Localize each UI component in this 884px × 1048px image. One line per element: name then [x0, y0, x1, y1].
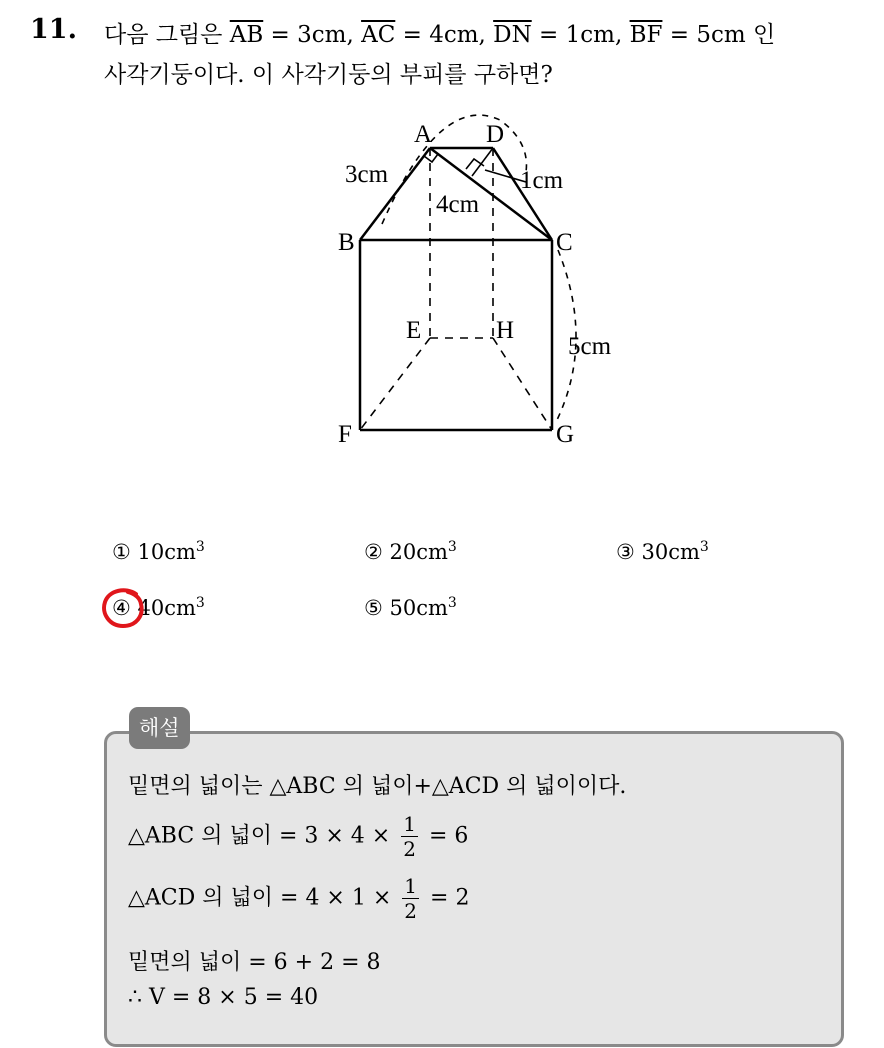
edge-ef-hidden [360, 338, 430, 430]
choice-5-exponent: 3 [447, 595, 457, 611]
vertex-g: G [556, 421, 575, 448]
label-5cm: 5cm [568, 333, 612, 360]
solution-line-3-right: = 2 [430, 885, 470, 911]
fraction-half-2 [402, 874, 419, 923]
vertex-c: C [556, 229, 573, 256]
label-3cm: 3cm [345, 161, 389, 188]
question-line-2: 사각기둥이다. 이 사각기둥의 부피를 구하면? [104, 62, 553, 88]
solution-line-5: ∴ V = 8 × 5 = 40 [128, 985, 319, 1010]
vertex-a: A [414, 121, 433, 148]
solution-line-2-right: = 6 [428, 823, 469, 849]
choice-3-number: ③ [616, 540, 635, 564]
choice-5-number: ⑤ [364, 596, 383, 620]
segment-dn: $\overline{DN}$ [493, 22, 532, 48]
segment-bf: $\overline{BF}$ [629, 22, 663, 48]
solution-line-3-left: △ACD 의 넓이 = 4 × 1 × [128, 885, 392, 911]
choice-2-number: ② [364, 540, 383, 564]
edge-hg-hidden [493, 338, 552, 430]
vertex-b: B [338, 229, 355, 256]
segment-ac-value: = 4cm, [402, 22, 486, 48]
segment-bf-value: = 5cm 인 [669, 22, 776, 48]
question-intro: 다음 그림은 [104, 22, 223, 48]
solution-line-2-left: △ABC 의 넓이 = 3 × 4 × [128, 823, 391, 849]
vertex-h: H [496, 317, 515, 344]
choice-2-exponent: 3 [447, 539, 457, 555]
choice-2-value: 20cm [389, 540, 448, 564]
choice-4-exponent: 3 [195, 595, 205, 611]
vertex-f: F [338, 421, 352, 448]
solution-tag: 해설 [129, 707, 190, 749]
segment-dn-value: = 1cm, [539, 22, 623, 48]
fraction-numerator: 1 [403, 812, 416, 836]
solution-line-2 [128, 812, 468, 861]
prism-figure [290, 112, 650, 462]
fraction-denominator: 2 [404, 899, 418, 923]
question-line-1 [104, 16, 775, 49]
fraction-half-1 [401, 812, 418, 861]
right-angle-a [424, 154, 438, 162]
right-angle-n [466, 159, 484, 169]
vertex-e: E [406, 317, 422, 344]
answer-mark-circle [100, 586, 146, 630]
answer-mark-stroke [104, 590, 142, 626]
choice-1-exponent: 3 [195, 539, 205, 555]
segment-ab-value: = 3cm, [270, 22, 354, 48]
choice-4-number: ④ [112, 596, 131, 620]
prism-diagram [290, 112, 650, 462]
fraction-denominator: 2 [403, 837, 416, 861]
choice-1-value: 10cm [137, 540, 196, 564]
choice-4-value: 40cm [137, 596, 196, 620]
choice-2[interactable] [364, 539, 457, 564]
solution-line-1: 밑면의 넓이는 △ABC 의 넓이+△ACD 의 넓이이다. [128, 774, 627, 799]
choice-1-number: ① [112, 540, 131, 564]
segment-ac: $\overline{AC}$ [361, 22, 396, 48]
label-1cm: 1cm [520, 167, 564, 194]
choice-3-exponent: 3 [699, 539, 709, 555]
solution-line-3 [128, 874, 469, 923]
edge-dc [493, 148, 552, 240]
label-4cm: 4cm [436, 191, 480, 218]
choice-1[interactable] [112, 539, 205, 564]
choice-3-value: 30cm [641, 540, 700, 564]
solution-line-4: 밑면의 넓이 = 6 + 2 = 8 [128, 950, 381, 975]
fraction-numerator: 1 [404, 874, 418, 898]
vertex-d: D [486, 121, 505, 148]
choice-3[interactable] [616, 539, 709, 564]
choice-5-value: 50cm [389, 596, 448, 620]
choice-5[interactable] [364, 595, 457, 620]
question-number: 11. [30, 14, 77, 45]
segment-ab: $\overline{AB}$ [229, 22, 264, 48]
